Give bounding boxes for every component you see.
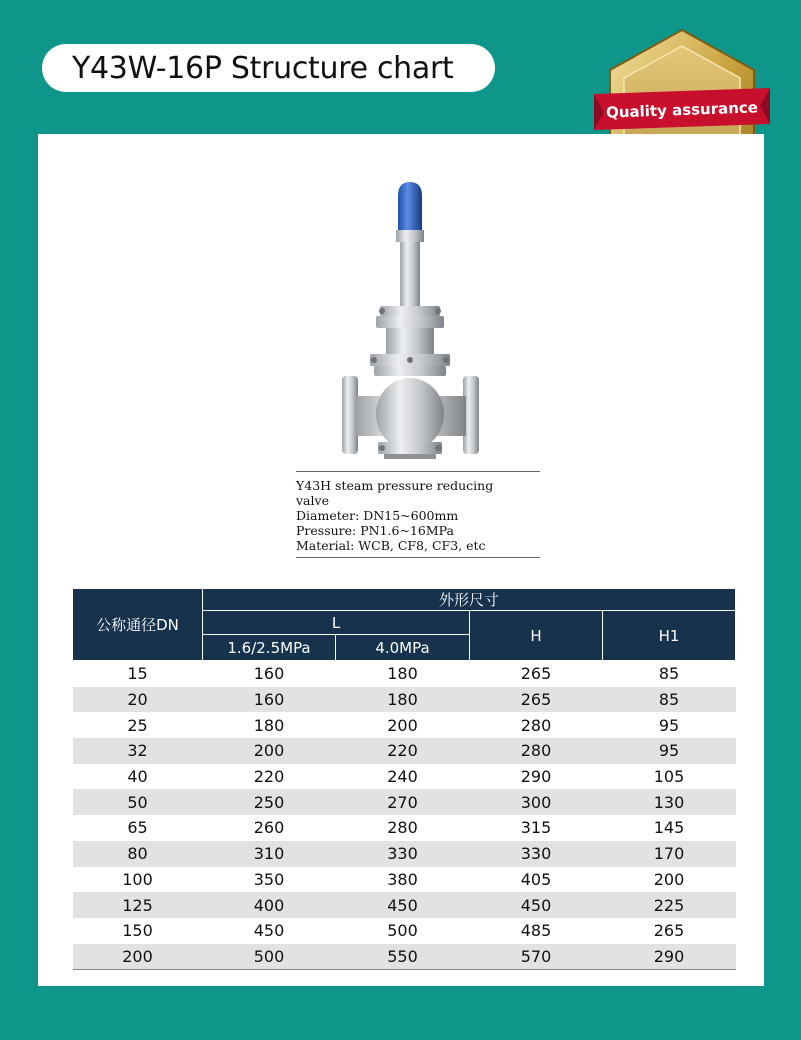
header-h: H xyxy=(470,611,603,661)
cell-h1: 105 xyxy=(653,767,685,787)
cell-l-high: 450 xyxy=(336,892,470,918)
page-title: Y43W-16P Structure chart xyxy=(72,50,454,86)
cell-dn: 65 xyxy=(127,818,148,838)
header-l-low-pressure: 1.6/2.5MPa xyxy=(203,635,336,661)
cell-h1: 225 xyxy=(603,892,736,918)
table-row xyxy=(73,712,736,738)
table-row xyxy=(73,918,736,944)
cell-dn: 15 xyxy=(127,664,148,684)
table-row xyxy=(73,841,736,867)
cell-dn: 25 xyxy=(127,715,148,735)
header-dimensions: 外形尺寸 xyxy=(203,589,736,611)
table-row xyxy=(73,687,736,713)
cell-h: 450 xyxy=(470,892,603,918)
cell-h: 265 xyxy=(520,664,552,684)
cell-l-low: 310 xyxy=(203,841,336,867)
cell-dn: 100 xyxy=(122,869,153,889)
header-h1: H1 xyxy=(603,611,736,661)
title-banner xyxy=(42,44,495,92)
cell-h1: 265 xyxy=(653,921,685,941)
dimension-table xyxy=(72,588,736,970)
cell-l-low: 450 xyxy=(253,921,285,941)
caption-line: Pressure: PN1.6~16MPa xyxy=(296,523,454,538)
cell-l-low: 500 xyxy=(203,944,336,970)
cell-h: 265 xyxy=(470,687,603,713)
table-row xyxy=(73,892,736,918)
caption-line: valve xyxy=(296,493,329,508)
cell-h: 280 xyxy=(520,715,552,735)
cell-l-low: 160 xyxy=(253,664,285,684)
product-caption xyxy=(296,471,540,558)
cell-h1: 95 xyxy=(603,738,736,764)
cell-l-low: 400 xyxy=(203,892,336,918)
header-l: L xyxy=(203,611,470,635)
cell-l-low: 200 xyxy=(203,738,336,764)
cell-dn: 80 xyxy=(73,841,203,867)
cell-l-high: 550 xyxy=(336,944,470,970)
cell-l-high: 330 xyxy=(336,841,470,867)
cell-h: 280 xyxy=(470,738,603,764)
cell-l-high: 240 xyxy=(387,767,418,787)
cell-l-high: 280 xyxy=(387,818,418,838)
table-row xyxy=(73,867,736,893)
cell-dn: 20 xyxy=(73,687,203,713)
cell-l-high: 200 xyxy=(387,715,418,735)
header-l-high-pressure: 4.0MPa xyxy=(336,635,470,661)
table-row xyxy=(73,944,736,970)
content-panel xyxy=(38,134,764,986)
cell-h1: 290 xyxy=(603,944,736,970)
cell-h: 405 xyxy=(520,869,552,889)
cell-h: 290 xyxy=(520,767,552,787)
table-row xyxy=(73,738,736,764)
caption-line: Diameter: DN15~600mm xyxy=(296,508,459,523)
cell-l-high: 270 xyxy=(336,789,470,815)
cell-h1: 170 xyxy=(603,841,736,867)
cell-l-low: 160 xyxy=(203,687,336,713)
cell-l-low: 260 xyxy=(253,818,285,838)
cell-l-high: 180 xyxy=(336,687,470,713)
cell-l-low: 220 xyxy=(253,767,285,787)
table-row xyxy=(73,789,736,815)
cell-l-high: 180 xyxy=(387,664,418,684)
cell-l-high: 500 xyxy=(387,921,418,941)
cell-l-high: 380 xyxy=(387,869,418,889)
cell-h1: 85 xyxy=(658,664,680,684)
cell-dn: 32 xyxy=(73,738,203,764)
cell-h: 315 xyxy=(520,818,552,838)
table-row xyxy=(73,815,736,841)
cell-dn: 40 xyxy=(127,767,148,787)
cell-h1: 95 xyxy=(658,715,680,735)
cell-l-low: 180 xyxy=(253,715,285,735)
table-body xyxy=(73,661,736,970)
table-row xyxy=(73,661,736,687)
valve-image xyxy=(338,174,483,459)
header-dn: 公称通径DN xyxy=(73,589,203,661)
badge-label: Quality assurance xyxy=(605,98,759,122)
cell-h1: 200 xyxy=(653,869,685,889)
cell-dn: 125 xyxy=(73,892,203,918)
cell-h: 330 xyxy=(470,841,603,867)
cell-h: 570 xyxy=(470,944,603,970)
table-row xyxy=(73,764,736,790)
cell-h1: 145 xyxy=(653,818,685,838)
cell-h: 485 xyxy=(520,921,552,941)
cell-dn: 50 xyxy=(73,789,203,815)
cell-dn: 150 xyxy=(122,921,153,941)
cell-l-low: 250 xyxy=(203,789,336,815)
caption-line: Material: WCB, CF8, CF3, etc xyxy=(296,538,486,553)
cell-l-high: 220 xyxy=(336,738,470,764)
cell-l-low: 350 xyxy=(253,869,285,889)
caption-line: Y43H steam pressure reducing xyxy=(296,478,494,493)
cell-h1: 85 xyxy=(603,687,736,713)
cell-dn: 200 xyxy=(73,944,203,970)
cell-h: 300 xyxy=(470,789,603,815)
cell-h1: 130 xyxy=(603,789,736,815)
